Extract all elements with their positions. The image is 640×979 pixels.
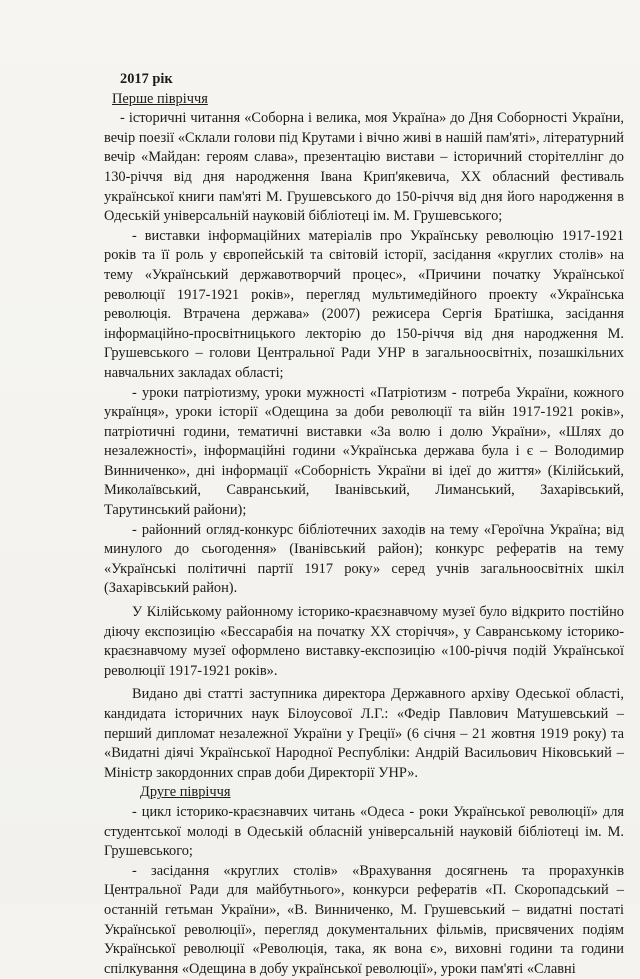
paragraph-readings: - історичні читання «Соборна і велика, моя Україна» до Дня Соборності України, вечір поезії «Склали голови під Крутами і вічно живі в нашій пам'яті», літературний вечір «Майдан: героям слава», презентацію вистави – історичний сторітеллінг до 130-річчя від дня народження Івана Крип'якевича, XX обласний фестиваль української книги пам'яті М. Грушевського до 150-річчя від дня його народження в Одеській універсальній науковій бібліотеці ім. М. Грушевського;	[104, 110, 624, 225]
document-body	[104, 70, 624, 979]
paragraph-roundtables: - засідання «круглих столів» «Врахування досягнень та прорахунків Центральної Ради для майбутнього», конкурси рефератів «П. Скоропадський – останній гетьман України», «В. Винниченко, М. Грушевський – видатні постаті Української революції», перегляд документальних фільмів, присвячених подіям Української революції «Революція, така, як вона є», виховні години та години спілкування «Одещина в добу української революції», уроки пам'яті «Славні	[104, 862, 624, 977]
year-title: 2017 рік	[120, 71, 173, 87]
paragraph-contest: - районний огляд-конкурс бібліотечних заходів на тему «Героїчна Україна; від минулого до сьогодення» (Іванівський район); конкурс рефератів на тему «Українські політичні партії 1917 року» серед учнів загальноосвітніх шкіл (Захарівський район).	[104, 521, 624, 597]
paragraph-cycle: - цикл історико-краєзнавчих читань «Одеса - роки Української революції» для студентської молоді в Одеській обласній універсальній науковій бібліотеці ім. М. Грушевського;	[104, 803, 624, 860]
first-half-heading: Перше півріччя	[112, 90, 208, 107]
second-half-heading: Друге півріччя	[140, 784, 231, 801]
paragraph-museum: У Кілійському районному історико-краєзнавчому музеї було відкрито постійно діючу експозицію «Бессарабія на початку XX сторіччя», у Савранському історико-краєзнавчому музеї оформлено виставку-експозицію «100-річчя подій Української революції 1917-1921 років».	[104, 604, 624, 679]
paragraph-lessons: - уроки патріотизму, уроки мужності «Патріотизм - потреба України, кожного українця», уроки історії «Одещина за доби революції та війн 1917-1921 років», патріотичні години, тематичні виставки «За волю і долю України», «Шлях до незалежності», інформаційні години «Українська держава була і є – Володимир Винниченко», дні інформації «Соборність України ві ідеї до життя» (Кілійський, Миколаївський, Савранський, Іванівський, Лиманський, Захарівський, Тарутинський райони);	[104, 384, 624, 519]
paragraph-exhibitions: - виставки інформаційних матеріалів про Українську революцію 1917-1921 років та її роль у європейській та світовій історії, засідання «круглих столів» на тему «Український державотворчий процес», «Причини початку Української революції 1917-1921 років», перегляд мультимедійного проекту «Українська революція. Втрачена держава» (2007) режисера Сергія Братішка, засідання інформаційно-просвітницького лекторію до 150-річчя від дня народження М. Грушевського – голови Центральної Ради УНР в загальноосвітніх, позашкільних навчальних закладах області;	[104, 227, 624, 381]
paragraph-articles: Видано дві статті заступника директора Державного архіву Одеської області, кандидата історичних наук Білоусової Л.Г.: «Федір Павлович Матушевський – перший дипломат незалежної України у Греції» (6 січня – 21 жовтня 1919 року) та «Видатні діячі Української Народної Республіки: Андрій Васильович Ніковський – Міністр закордонних справ доби Директорії УНР».	[104, 686, 624, 781]
